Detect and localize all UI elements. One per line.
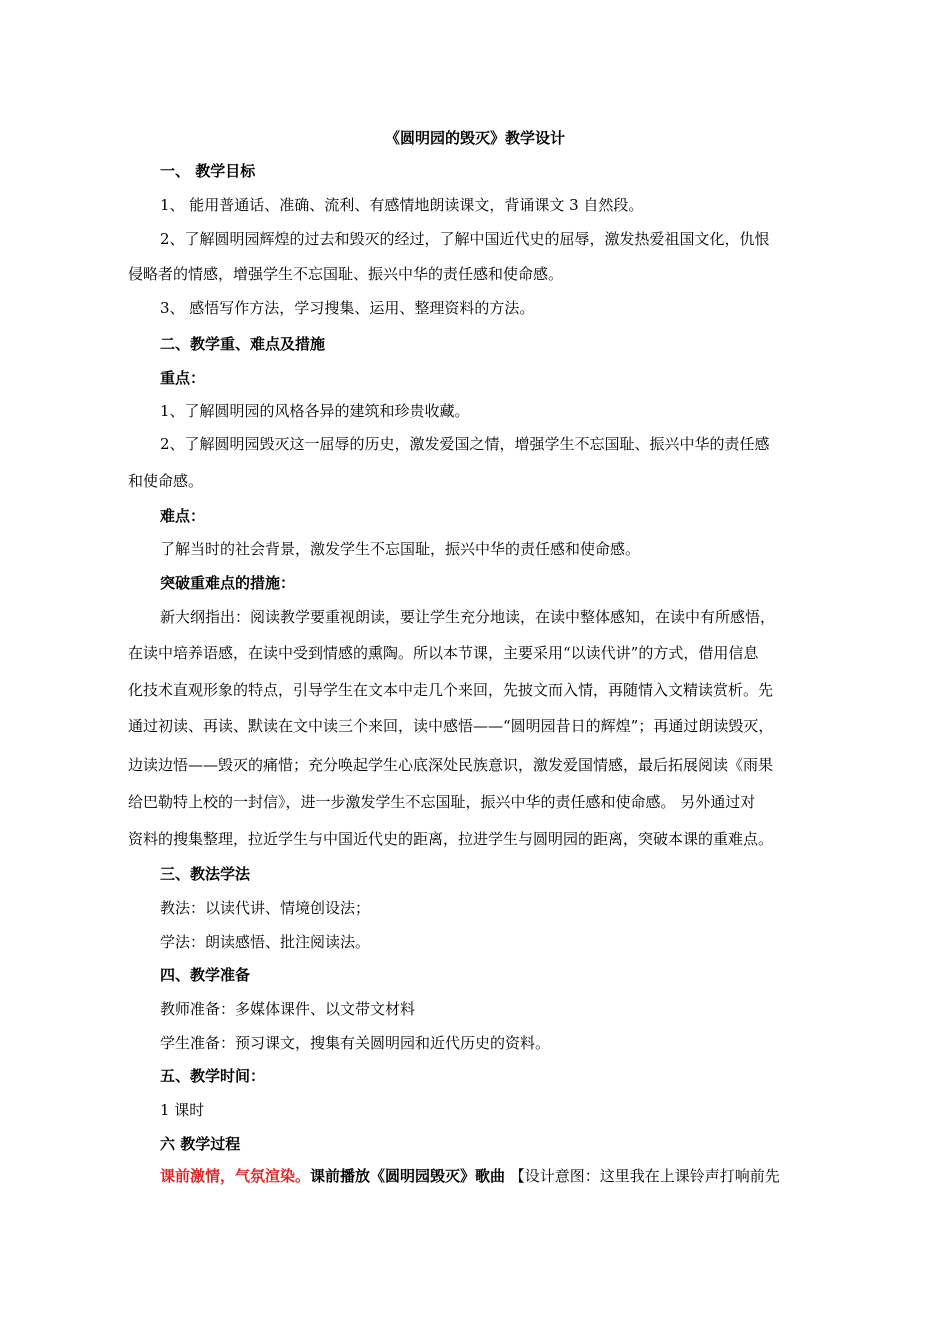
measures-label: 突破重难点的措施： [160,574,296,592]
measures-line-6: 给巴勒特上校的一封信》，进一步激发学生不忘国耻，振兴中华的责任感和使命感。 另外通过对 [128,793,756,811]
section-heading-methods: 三、教法学法 [160,865,251,883]
document-title: 《圆明园的毁灭》教学设计 [384,129,565,147]
measures-line-1: 新大纲指出：阅读教学要重视朗读，要让学生充分地读，在读中整体感知，在读中有所感悟， [160,608,776,626]
key-points-label: 重点： [160,369,206,387]
section-heading-time: 五、教学时间： [160,1067,266,1085]
process-intro-red: 课前激情，气氛渲染。 [160,1167,311,1185]
measures-line-7: 资料的搜集整理，拉近学生与中国近代史的距离，拉进学生与圆明园的距离，突破本课的重难点。 [128,830,774,848]
section-heading-process: 六 教学过程 [160,1135,241,1153]
goal-1: 1、 能用普通话、准确、流利、有感情地朗读课文，背诵课文 3 自然段。 [160,196,644,214]
goal-2-line-1: 2、了解圆明园辉煌的过去和毁灭的经过，了解中国近代史的屈辱，激发热爱祖国文化，仇恨 [160,230,770,248]
difficulty-label: 难点： [160,507,206,525]
goal-3: 3、 感悟写作方法，学习搜集、运用、整理资料的方法。 [160,299,535,317]
learning-method: 学法：朗读感悟、批注阅读法。 [160,933,371,951]
section-heading-key-points: 二、教学重、难点及措施 [160,335,326,353]
teacher-preparation: 教师准备：多媒体课件、以文带文材料 [160,1000,416,1018]
measures-line-2: 在读中培养语感，在读中受到情感的熏陶。所以本节课，主要采用“以读代讲”的方式，借用信息 [128,644,759,662]
section-heading-goals: 一、 教学目标 [160,162,256,180]
key-point-2-line-2: 和使命感。 [128,472,204,490]
goal-2-line-2: 侵略者的情感，增强学生不忘国耻、振兴中华的责任感和使命感。 [128,265,564,283]
process-intro-line [160,1166,780,1186]
measures-line-4: 通过初读、再读、默读在文中读三个来回，读中感悟——“圆明园昔日的辉煌”；再通过朗读毁灭， [128,717,774,735]
measures-line-5: 边读边悟——毁灭的痛惜；充分唤起学生心底深处民族意识，激发爱国情感，最后拓展阅读《雨果 [128,756,774,774]
process-intro-note: 【设计意图：这里我在上课铃声打响前先 [505,1167,780,1185]
key-point-2-line-1: 2、了解圆明园毁灭这一屈辱的历史，激发爱国之情，增强学生不忘国耻、振兴中华的责任感 [160,435,770,453]
teaching-time-value: 1 课时 [160,1101,205,1119]
section-heading-preparation: 四、教学准备 [160,966,251,984]
key-point-1: 1、了解圆明园的风格各异的建筑和珍贵收藏。 [160,402,470,420]
difficulty-1: 了解当时的社会背景，激发学生不忘国耻，振兴中华的责任感和使命感。 [160,540,641,558]
student-preparation: 学生准备：预习课文，搜集有关圆明园和近代历史的资料。 [160,1034,551,1052]
teaching-method: 教法：以读代讲、情境创设法； [160,899,371,917]
process-intro-bold: 课前播放《圆明园毁灭》歌曲 [310,1167,506,1185]
measures-line-3: 化技术直观形象的特点，引导学生在文本中走几个来回，先披文而入情，再随情入文精读赏析。先 [128,681,774,699]
